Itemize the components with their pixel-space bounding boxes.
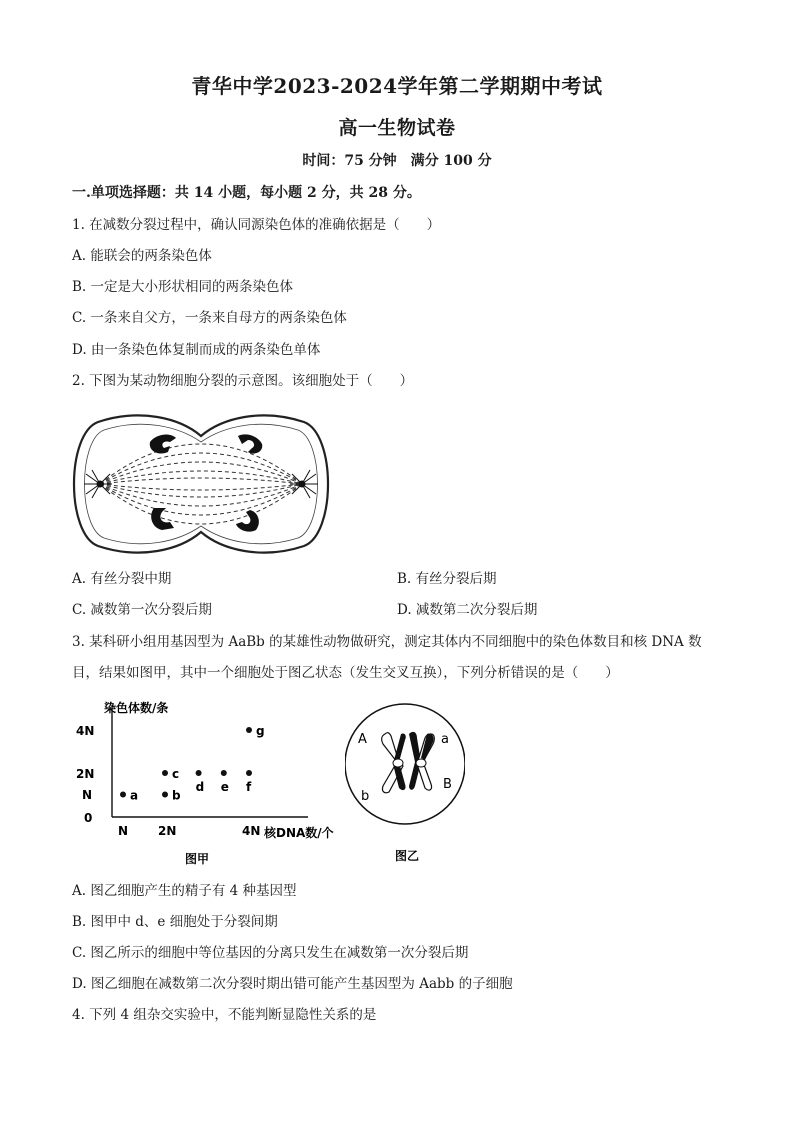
section-heading: 一.单项选择题：共 14 小题，每小题 2 分，共 28 分。 <box>72 185 421 201</box>
allele-label-B: B <box>443 777 452 792</box>
data-label-b: b <box>172 788 181 803</box>
right-aster <box>290 470 318 498</box>
figure-b-caption: 图乙 <box>395 849 420 863</box>
exam-subtitle: 高一生物试卷 <box>338 117 456 139</box>
chromosome-top-left <box>150 435 176 454</box>
question-2-option-c: C. 减数第一次分裂后期 <box>72 602 212 618</box>
spindle-fibers <box>100 444 302 524</box>
question-3-option-b: B. 图甲中 d、e 细胞处于分裂间期 <box>72 914 278 930</box>
chromosomes <box>150 434 262 531</box>
data-point-e <box>221 770 227 776</box>
data-label-e: e <box>220 780 229 794</box>
axis-origin: 0 <box>84 811 93 825</box>
question-1-stem: 1. 在减数分裂过程中，确认同源染色体的准确依据是（ ） <box>72 217 441 233</box>
question-2-option-b: B. 有丝分裂后期 <box>397 571 497 587</box>
cell-membrane <box>74 415 328 552</box>
question-1-option-c: C. 一条来自父方，一条来自母方的两条染色体 <box>72 310 347 326</box>
figure-b-cell <box>345 700 465 868</box>
x-tick-2n: 2N <box>158 824 177 838</box>
allele-label-A: A <box>358 732 367 747</box>
left-aster <box>84 470 112 498</box>
chromosome-pair-right <box>409 732 434 790</box>
chromosome-top-right <box>238 434 262 453</box>
x-tick-4n: 4N <box>242 824 261 838</box>
question-3-option-d: D. 图乙细胞在减数第二次分裂时期出错可能产生基因型为 Aabb 的子细胞 <box>72 976 513 992</box>
data-label-g: g <box>256 724 265 738</box>
question-4-stem: 4. 下列 4 组杂交实验中，不能判断显隐性关系的是 <box>72 1007 377 1023</box>
data-label-f: f <box>246 780 252 794</box>
exam-time-info: 时间：75 分钟 满分 100 分 <box>302 153 492 169</box>
data-label-a: a <box>130 788 139 803</box>
exam-title: 青华中学2023-2024学年第二学期期中考试 <box>191 74 603 98</box>
question-3-stem-line2: 目，结果如图甲，其中一个细胞处于图乙状态（发生交叉互换），下列分析错误的是（ ） <box>72 665 619 681</box>
data-label-c: c <box>172 767 180 781</box>
data-point-g <box>246 727 252 733</box>
allele-label-a: a <box>441 732 449 747</box>
question-1-option-b: B. 一定是大小形状相同的两条染色体 <box>72 279 294 295</box>
question-2-option-d: D. 减数第二次分裂后期 <box>397 602 538 618</box>
y-tick-2n: 2N <box>76 767 95 781</box>
chromosome-pair-left <box>382 733 406 793</box>
data-point-c <box>162 770 168 776</box>
cell-outline <box>345 704 465 824</box>
data-point-a <box>120 792 126 798</box>
data-label-d: d <box>195 780 205 794</box>
x-tick-n: N <box>118 824 129 838</box>
y-tick-n: N <box>82 788 93 802</box>
chromosome-bottom-right <box>236 510 259 532</box>
figure-a-caption: 图甲 <box>185 852 210 866</box>
figure-a-chart <box>72 695 342 870</box>
question-3-option-a: A. 图乙细胞产生的精子有 4 种基因型 <box>72 883 297 899</box>
data-point-f <box>246 770 252 776</box>
chromosome-bottom-left <box>151 508 174 530</box>
allele-label-b: b <box>361 789 370 804</box>
question-1-option-a: A. 能联会的两条染色体 <box>72 248 212 264</box>
question-2-option-a: A. 有丝分裂中期 <box>72 571 172 587</box>
y-tick-4n: 4N <box>76 724 95 738</box>
data-point-d <box>196 770 202 776</box>
y-axis-label: 染色体数/条 <box>104 701 169 715</box>
question-1-option-d: D. 由一条染色体复制而成的两条染色单体 <box>72 342 321 358</box>
question-2-stem: 2. 下图为某动物细胞分裂的示意图。该细胞处于（ ） <box>72 373 414 389</box>
x-axis-label: 核DNA数/个 <box>264 826 334 840</box>
data-point-b <box>162 792 168 798</box>
cell-division-figure <box>70 412 332 556</box>
question-3-option-c: C. 图乙所示的细胞中等位基因的分离只发生在减数第一次分裂后期 <box>72 945 469 961</box>
question-3-stem-line1: 3. 某科研小组用基因型为 AaBb 的某雄性动物做研究，测定其体内不同细胞中的染色体数目和核 DNA 数 <box>72 634 702 650</box>
